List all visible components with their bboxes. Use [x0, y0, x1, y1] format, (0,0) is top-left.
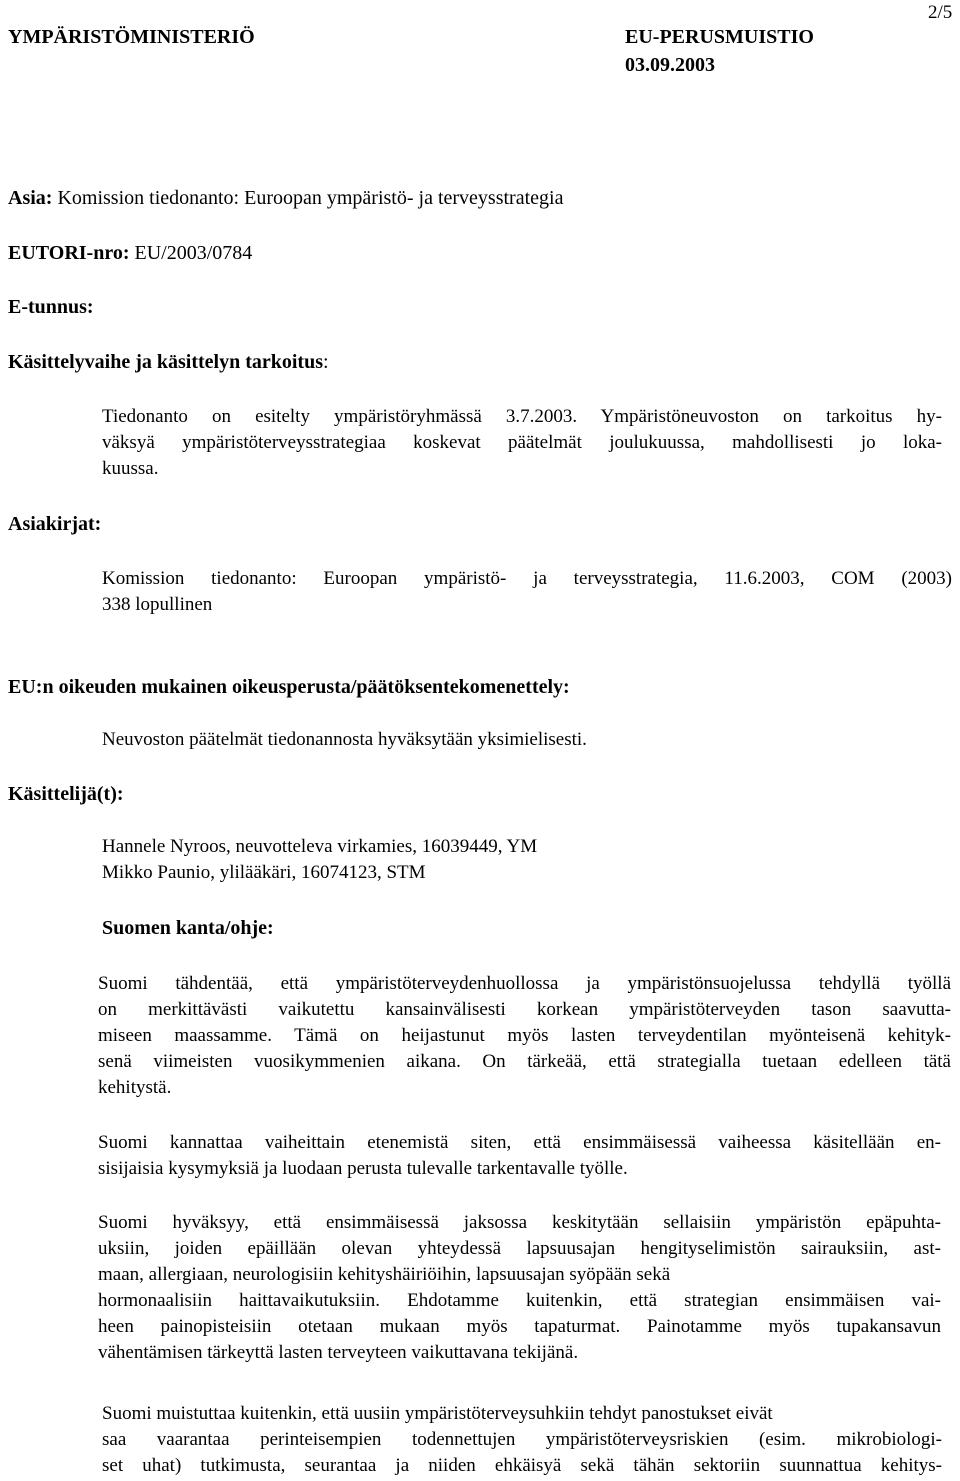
legal-basis-label: EU:n oikeuden mukainen oikeusperusta/päätöksentekomenettely: [8, 676, 570, 698]
paragraph-line: kehitystä. [98, 1077, 172, 1098]
document-type: EU-PERUSMUISTIO [625, 26, 814, 48]
documents-label: Asiakirjat: [8, 513, 102, 535]
ministry-name: YMPÄRISTÖMINISTERIÖ [8, 26, 255, 48]
paragraph-line: Suomi hyväksyy, että ensimmäisessä jaksossa keskitytään sellaisiin ympäristön epäpuhta- [98, 1212, 941, 1233]
handler-line: Hannele Nyroos, neuvotteleva virkamies, 16039449, YM [102, 836, 538, 857]
paragraph-line: Suomi tähdentää, että ympäristöterveydenhuollossa ja ympäristönsuojelussa tehdyllä työllä [98, 973, 951, 994]
paragraph-line: maan, allergiaan, neurologisiin kehityshäiriöihin, lapsuusajan syöpään sekä [98, 1264, 671, 1285]
stage-line: kuussa. [102, 458, 159, 479]
etunnus-row [8, 296, 94, 319]
stage-line: Tiedonanto on esitelty ympäristöryhmässä 3.7.2003. Ympäristöneuvoston on tarkoitus hy- [102, 406, 942, 427]
etunnus-label: E-tunnus: [8, 296, 94, 318]
documents-line: 338 lopullinen [102, 594, 213, 615]
eutori-row [8, 242, 252, 265]
paragraph-line: on merkittävästi vaikutettu kansainvälisesti korkean ympäristöterveyden tason saavutta- [98, 999, 951, 1020]
position-label: Suomen kanta/ohje: [102, 917, 274, 939]
stage-colon: : [323, 351, 329, 373]
documents-line: Komission tiedonanto: Euroopan ympäristö- ja terveysstrategia, 11.6.2003, COM (2003) [102, 568, 952, 589]
page-number: 2/5 [928, 2, 953, 23]
paragraph-line: hormonaalisiin haittavaikutuksiin. Ehdotamme kuitenkin, että strategian ensimmäisen vai- [98, 1290, 941, 1311]
paragraph-line: vähentämisen tärkeyttä lasten terveyteen vaikuttavana tekijänä. [98, 1342, 579, 1363]
stage-line: väksyä ympäristöterveysstrategiaa koskevat päätelmät joulukuussa, mahdollisesti jo loka- [102, 432, 942, 453]
handlers-list [102, 834, 537, 886]
documents-text [102, 566, 952, 618]
position-heading [102, 917, 274, 940]
paragraph-line: miseen maassamme. Tämä on heijastunut myös lasten terveydentilan myönteisenä kehityk- [98, 1025, 951, 1046]
documents-heading [8, 513, 101, 536]
paragraph-line: set uhat) tutkimusta, seurantaa ja niiden ehkäisyä sekä tähän sektoriin suunnattua kehitys- [102, 1455, 942, 1476]
legal-basis-heading [8, 676, 570, 699]
subject-row [8, 187, 563, 210]
paragraph-line: saa vaarantaa perinteisempien todennettujen ympäristöterveysriskien (esim. mikrobiologi- [102, 1429, 942, 1450]
handler-line: Mikko Paunio, ylilääkäri, 16074123, STM [102, 862, 426, 883]
position-paragraph [98, 1210, 941, 1366]
subject-label: Asia: [8, 187, 53, 209]
paragraph-line: Suomi muistuttaa kuitenkin, että uusiin ympäristöterveysuhkiin tehdyt panostukset eivät [102, 1403, 773, 1424]
paragraph-line: heen painopisteisiin otetaan mukaan myös tapaturmat. Painotamme myös tupakansavun [98, 1316, 941, 1337]
paragraph-line: uksiin, joiden epäillään olevan yhteydessä lapsuusajan hengityselimistön sairauksiin, ast- [98, 1238, 941, 1259]
paragraph-line: sisijaisia kysymyksiä ja luodaan perusta tulevalle tarkentavalle työlle. [98, 1158, 628, 1179]
position-paragraph [98, 971, 951, 1101]
handlers-heading [8, 783, 124, 806]
position-paragraph [102, 1401, 942, 1479]
stage-text [102, 404, 942, 482]
stage-heading [8, 351, 329, 374]
handlers-label: Käsittelijä(t): [8, 783, 124, 805]
stage-label: Käsittelyvaihe ja käsittelyn tarkoitus [8, 351, 323, 373]
legal-basis-text: Neuvoston päätelmät tiedonannosta hyväksytään yksimielisesti. [102, 729, 587, 750]
paragraph-line: Suomi kannattaa vaiheittain etenemistä siten, että ensimmäisessä vaiheessa käsitellään en- [98, 1132, 941, 1153]
position-paragraph [98, 1130, 941, 1182]
eutori-label: EUTORI-nro: [8, 242, 130, 264]
subject-value: Komission tiedonanto: Euroopan ympäristö- ja terveysstrategia [57, 187, 564, 209]
document-date: 03.09.2003 [625, 54, 715, 76]
paragraph-line: senä viimeisten vuosikymmenien aikana. On tärkeää, että strategialla tuetaan edelleen tätä [98, 1051, 951, 1072]
eutori-value: EU/2003/0784 [134, 242, 253, 264]
